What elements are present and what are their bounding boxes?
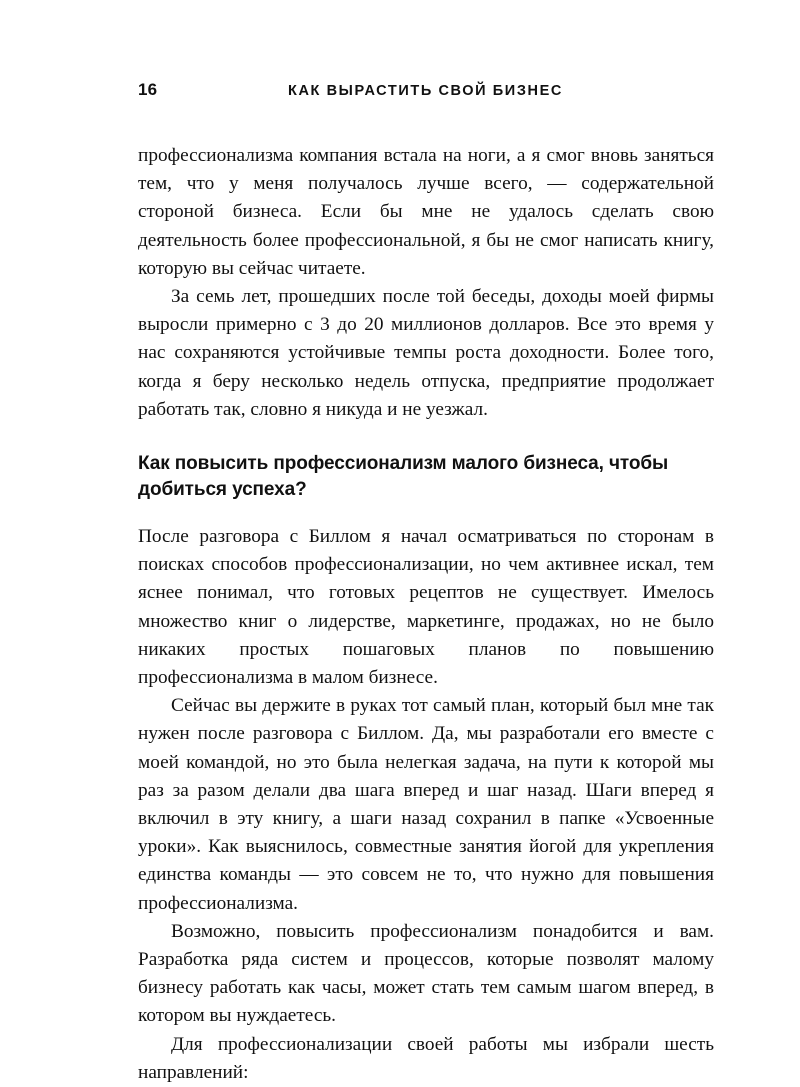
section-subheading: Как повысить профессионализм малого бизнеса, чтобы добиться успеха? (138, 453, 669, 501)
page-content (138, 80, 714, 1087)
paragraph: Возможно, повысить профессионализм понадобится и вам. Разработка ряда систем и процессов, которые позволят малому бизнесу работать как часы, может стать тем самым шагом вперед, в котором вы нуждаетесь. (138, 920, 714, 1027)
page-number: 16 (138, 80, 158, 99)
paragraph: Для профессионализации своей работы мы избрали шесть направлений: (138, 1033, 714, 1083)
paragraph: После разговора с Биллом я начал осматриваться по сторонам в поисках способов профессионализации, но чем активнее искал, тем яснее понимал, что готовых рецептов не существует. Имелось множество книг о лидерстве, маркетинге, продажах, но не было никаких простых пошаговых планов по повышению профессионализма в малом бизнесе. (138, 526, 714, 689)
running-head-title: КАК ВЫРАСТИТЬ СВОЙ БИЗНЕС (288, 83, 563, 99)
paragraph: Сейчас вы держите в руках тот самый план, который был мне так нужен после разговора с Биллом. Да, мы разработали его вместе с моей командой, но это была нелегкая задача, на пути к которой мы раз за разом делали два шага вперед и шаг назад. Шаги вперед я включил в эту книгу, а шаги назад сохранил в папке «Усвоенные уроки». Как выяснилось, совместные занятия йогой для укрепления единства команды — это совсем не то, что нужно для повышения профессионализма. (138, 695, 714, 914)
paragraph: За семь лет, прошедших после той беседы, доходы моей фирмы выросли примерно с 3 до 20 миллионов долларов. Все это время у нас сохраняются устойчивые темпы роста доходности. Более того, когда я беру несколько недель отпуска, предприятие продолжает работать так, словно я никуда и не уезжал. (138, 286, 714, 420)
paragraph-continued: профессионализма компания встала на ноги, а я смог вновь заняться тем, что у меня получалось лучше всего, — содержательной стороной бизнеса. Если бы мне не удалось сделать свою деятельность более профессиональной, я бы не смог написать книгу, которую вы сейчас читаете. (138, 145, 714, 279)
running-head (138, 80, 714, 100)
